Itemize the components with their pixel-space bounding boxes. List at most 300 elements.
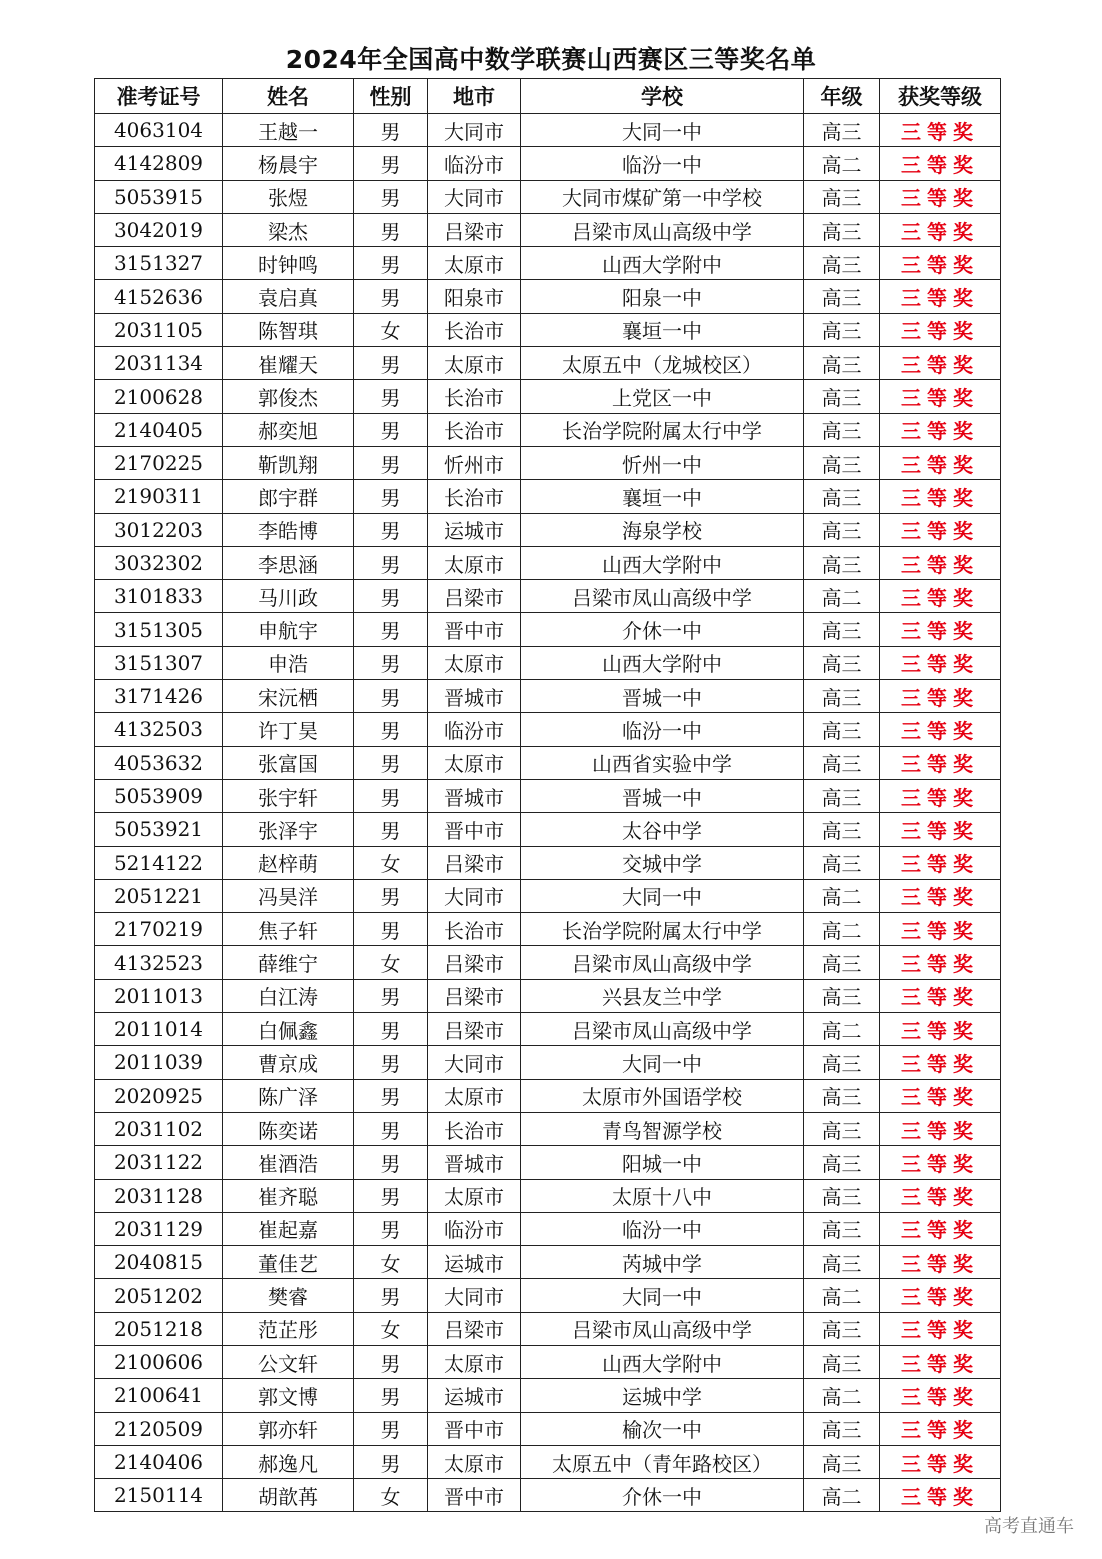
- grade-cell: 高三: [804, 613, 880, 646]
- table-row: [95, 313, 1001, 346]
- grade-cell: 高三: [804, 713, 880, 746]
- school-cell: 大同一中: [521, 1279, 804, 1312]
- school-cell: 临汾一中: [521, 713, 804, 746]
- gender-cell: 男: [354, 779, 428, 812]
- col-header-name: 姓名: [223, 79, 354, 114]
- award-level-cell: 三等奖: [880, 347, 1001, 380]
- col-header-city: 地市: [428, 79, 521, 114]
- grade-cell: 高三: [804, 646, 880, 679]
- exam-id-cell: 2150114: [95, 1479, 223, 1512]
- city-cell: 运城市: [428, 513, 521, 546]
- table-row: [95, 180, 1001, 213]
- grade-cell: 高三: [804, 1312, 880, 1345]
- grade-cell: 高三: [804, 746, 880, 779]
- exam-id-cell: 2170219: [95, 913, 223, 946]
- grade-cell: 高二: [804, 580, 880, 613]
- name-cell: 曹京成: [223, 1046, 354, 1079]
- school-cell: 大同一中: [521, 879, 804, 912]
- table-row: [95, 713, 1001, 746]
- award-level-cell: 三等奖: [880, 680, 1001, 713]
- school-cell: 长治学院附属太行中学: [521, 913, 804, 946]
- gender-cell: 男: [354, 213, 428, 246]
- gender-cell: 男: [354, 646, 428, 679]
- grade-cell: 高三: [804, 114, 880, 147]
- school-cell: 兴县友兰中学: [521, 979, 804, 1012]
- name-cell: 李思涵: [223, 546, 354, 579]
- gender-cell: 女: [354, 946, 428, 979]
- table-row: [95, 213, 1001, 246]
- gender-cell: 男: [354, 1445, 428, 1478]
- grade-cell: 高三: [804, 513, 880, 546]
- award-level-cell: 三等奖: [880, 1279, 1001, 1312]
- grade-cell: 高三: [804, 1179, 880, 1212]
- table-row: [95, 879, 1001, 912]
- name-cell: 崔起嘉: [223, 1212, 354, 1245]
- exam-id-cell: 2140405: [95, 413, 223, 446]
- city-cell: 临汾市: [428, 147, 521, 180]
- name-cell: 胡歆苒: [223, 1479, 354, 1512]
- exam-id-cell: 2031122: [95, 1146, 223, 1179]
- school-cell: 山西大学附中: [521, 546, 804, 579]
- school-cell: 吕梁市凤山高级中学: [521, 213, 804, 246]
- table-row: [95, 347, 1001, 380]
- city-cell: 太原市: [428, 1079, 521, 1112]
- city-cell: 吕梁市: [428, 1312, 521, 1345]
- award-level-cell: 三等奖: [880, 946, 1001, 979]
- gender-cell: 男: [354, 1279, 428, 1312]
- table-row: [95, 380, 1001, 413]
- grade-cell: 高二: [804, 1013, 880, 1046]
- gender-cell: 男: [354, 979, 428, 1012]
- city-cell: 大同市: [428, 114, 521, 147]
- table-row: [95, 1112, 1001, 1145]
- school-cell: 长治学院附属太行中学: [521, 413, 804, 446]
- city-cell: 运城市: [428, 1379, 521, 1412]
- exam-id-cell: 2190311: [95, 480, 223, 513]
- exam-id-cell: 2120509: [95, 1412, 223, 1445]
- exam-id-cell: 2100641: [95, 1379, 223, 1412]
- name-cell: 陈广泽: [223, 1079, 354, 1112]
- school-cell: 晋城一中: [521, 779, 804, 812]
- gender-cell: 男: [354, 347, 428, 380]
- exam-id-cell: 5053915: [95, 180, 223, 213]
- table-row: [95, 1445, 1001, 1478]
- table-row: [95, 1312, 1001, 1345]
- award-level-cell: 三等奖: [880, 846, 1001, 879]
- school-cell: 山西大学附中: [521, 247, 804, 280]
- award-level-cell: 三等奖: [880, 1412, 1001, 1445]
- gender-cell: 男: [354, 1412, 428, 1445]
- award-level-cell: 三等奖: [880, 879, 1001, 912]
- gender-cell: 男: [354, 879, 428, 912]
- grade-cell: 高三: [804, 680, 880, 713]
- name-cell: 陈奕诺: [223, 1112, 354, 1145]
- city-cell: 阳泉市: [428, 280, 521, 313]
- city-cell: 吕梁市: [428, 1013, 521, 1046]
- exam-id-cell: 2051221: [95, 879, 223, 912]
- exam-id-cell: 2011014: [95, 1013, 223, 1046]
- col-header-award-level: 获奖等级: [880, 79, 1001, 114]
- city-cell: 临汾市: [428, 1212, 521, 1245]
- award-level-cell: 三等奖: [880, 1046, 1001, 1079]
- table-row: [95, 1279, 1001, 1312]
- city-cell: 太原市: [428, 347, 521, 380]
- grade-cell: 高三: [804, 413, 880, 446]
- grade-cell: 高三: [804, 1079, 880, 1112]
- award-level-cell: 三等奖: [880, 546, 1001, 579]
- award-level-cell: 三等奖: [880, 1013, 1001, 1046]
- award-level-cell: 三等奖: [880, 147, 1001, 180]
- city-cell: 太原市: [428, 546, 521, 579]
- gender-cell: 女: [354, 1312, 428, 1345]
- gender-cell: 男: [354, 713, 428, 746]
- city-cell: 晋城市: [428, 1146, 521, 1179]
- exam-id-cell: 4152636: [95, 280, 223, 313]
- exam-id-cell: 2051202: [95, 1279, 223, 1312]
- name-cell: 张泽宇: [223, 813, 354, 846]
- exam-id-cell: 2011039: [95, 1046, 223, 1079]
- name-cell: 申航宇: [223, 613, 354, 646]
- school-cell: 太谷中学: [521, 813, 804, 846]
- school-cell: 青鸟智源学校: [521, 1112, 804, 1145]
- grade-cell: 高三: [804, 313, 880, 346]
- award-level-cell: 三等奖: [880, 1379, 1001, 1412]
- school-cell: 山西大学附中: [521, 646, 804, 679]
- name-cell: 董佳艺: [223, 1246, 354, 1279]
- gender-cell: 男: [354, 1379, 428, 1412]
- exam-id-cell: 2051218: [95, 1312, 223, 1345]
- grade-cell: 高三: [804, 846, 880, 879]
- city-cell: 吕梁市: [428, 580, 521, 613]
- gender-cell: 男: [354, 813, 428, 846]
- city-cell: 长治市: [428, 313, 521, 346]
- gender-cell: 男: [354, 746, 428, 779]
- table-row: [95, 413, 1001, 446]
- name-cell: 冯昊洋: [223, 879, 354, 912]
- city-cell: 晋中市: [428, 1479, 521, 1512]
- grade-cell: 高三: [804, 347, 880, 380]
- gender-cell: 男: [354, 114, 428, 147]
- table-row: [95, 913, 1001, 946]
- exam-id-cell: 4053632: [95, 746, 223, 779]
- exam-id-cell: 2031105: [95, 313, 223, 346]
- name-cell: 靳凯翔: [223, 446, 354, 479]
- name-cell: 袁启真: [223, 280, 354, 313]
- grade-cell: 高三: [804, 180, 880, 213]
- school-cell: 吕梁市凤山高级中学: [521, 1013, 804, 1046]
- table-row: [95, 247, 1001, 280]
- award-level-cell: 三等奖: [880, 779, 1001, 812]
- award-level-cell: 三等奖: [880, 1179, 1001, 1212]
- grade-cell: 高三: [804, 280, 880, 313]
- school-cell: 运城中学: [521, 1379, 804, 1412]
- city-cell: 太原市: [428, 1345, 521, 1378]
- award-level-cell: 三等奖: [880, 746, 1001, 779]
- name-cell: 公文轩: [223, 1345, 354, 1378]
- gender-cell: 男: [354, 1112, 428, 1145]
- table-row: [95, 1013, 1001, 1046]
- award-level-cell: 三等奖: [880, 247, 1001, 280]
- city-cell: 太原市: [428, 646, 521, 679]
- name-cell: 宋沅栖: [223, 680, 354, 713]
- name-cell: 申浩: [223, 646, 354, 679]
- exam-id-cell: 2031128: [95, 1179, 223, 1212]
- name-cell: 陈智琪: [223, 313, 354, 346]
- table-row: [95, 1479, 1001, 1512]
- city-cell: 运城市: [428, 1246, 521, 1279]
- exam-id-cell: 2031134: [95, 347, 223, 380]
- exam-id-cell: 2170225: [95, 446, 223, 479]
- city-cell: 长治市: [428, 480, 521, 513]
- city-cell: 太原市: [428, 1179, 521, 1212]
- city-cell: 吕梁市: [428, 946, 521, 979]
- name-cell: 崔齐聪: [223, 1179, 354, 1212]
- name-cell: 郭亦轩: [223, 1412, 354, 1445]
- name-cell: 时钟鸣: [223, 247, 354, 280]
- name-cell: 许丁昊: [223, 713, 354, 746]
- grade-cell: 高二: [804, 147, 880, 180]
- exam-id-cell: 4132503: [95, 713, 223, 746]
- gender-cell: 男: [354, 280, 428, 313]
- school-cell: 吕梁市凤山高级中学: [521, 580, 804, 613]
- exam-id-cell: 2100628: [95, 380, 223, 413]
- grade-cell: 高三: [804, 813, 880, 846]
- exam-id-cell: 2031102: [95, 1112, 223, 1145]
- school-cell: 阳城一中: [521, 1146, 804, 1179]
- table-row: [95, 846, 1001, 879]
- grade-cell: 高三: [804, 380, 880, 413]
- award-level-cell: 三等奖: [880, 1079, 1001, 1112]
- gender-cell: 男: [354, 180, 428, 213]
- gender-cell: 男: [354, 480, 428, 513]
- table-row: [95, 680, 1001, 713]
- name-cell: 张煜: [223, 180, 354, 213]
- school-cell: 晋城一中: [521, 680, 804, 713]
- grade-cell: 高三: [804, 1212, 880, 1245]
- table-row: [95, 513, 1001, 546]
- grade-cell: 高三: [804, 1412, 880, 1445]
- city-cell: 大同市: [428, 180, 521, 213]
- grade-cell: 高三: [804, 446, 880, 479]
- table-body: [95, 114, 1001, 1512]
- school-cell: 太原市外国语学校: [521, 1079, 804, 1112]
- name-cell: 李皓博: [223, 513, 354, 546]
- city-cell: 晋中市: [428, 813, 521, 846]
- name-cell: 张富国: [223, 746, 354, 779]
- award-level-cell: 三等奖: [880, 646, 1001, 679]
- school-cell: 海泉学校: [521, 513, 804, 546]
- exam-id-cell: 2011013: [95, 979, 223, 1012]
- grade-cell: 高三: [804, 247, 880, 280]
- header-row: [95, 79, 1001, 114]
- exam-id-cell: 3151327: [95, 247, 223, 280]
- award-level-cell: 三等奖: [880, 213, 1001, 246]
- table-row: [95, 1046, 1001, 1079]
- school-cell: 襄垣一中: [521, 313, 804, 346]
- table-row: [95, 646, 1001, 679]
- award-level-cell: 三等奖: [880, 1479, 1001, 1512]
- award-level-cell: 三等奖: [880, 313, 1001, 346]
- school-cell: 襄垣一中: [521, 480, 804, 513]
- city-cell: 大同市: [428, 1279, 521, 1312]
- exam-id-cell: 4142809: [95, 147, 223, 180]
- gender-cell: 男: [354, 1046, 428, 1079]
- name-cell: 范芷彤: [223, 1312, 354, 1345]
- table-row: [95, 1212, 1001, 1245]
- grade-cell: 高三: [804, 1146, 880, 1179]
- city-cell: 吕梁市: [428, 213, 521, 246]
- school-cell: 交城中学: [521, 846, 804, 879]
- award-level-cell: 三等奖: [880, 1246, 1001, 1279]
- table-row: [95, 746, 1001, 779]
- school-cell: 吕梁市凤山高级中学: [521, 946, 804, 979]
- school-cell: 介休一中: [521, 613, 804, 646]
- city-cell: 长治市: [428, 1112, 521, 1145]
- city-cell: 太原市: [428, 247, 521, 280]
- name-cell: 马川政: [223, 580, 354, 613]
- city-cell: 晋城市: [428, 680, 521, 713]
- col-header-exam-id: 准考证号: [95, 79, 223, 114]
- grade-cell: 高三: [804, 1046, 880, 1079]
- award-level-cell: 三等奖: [880, 446, 1001, 479]
- school-cell: 吕梁市凤山高级中学: [521, 1312, 804, 1345]
- award-level-cell: 三等奖: [880, 480, 1001, 513]
- gender-cell: 男: [354, 546, 428, 579]
- gender-cell: 男: [354, 913, 428, 946]
- gender-cell: 男: [354, 247, 428, 280]
- table-row: [95, 1246, 1001, 1279]
- school-cell: 临汾一中: [521, 1212, 804, 1245]
- city-cell: 晋中市: [428, 1412, 521, 1445]
- gender-cell: 女: [354, 1479, 428, 1512]
- name-cell: 焦子轩: [223, 913, 354, 946]
- school-cell: 大同一中: [521, 114, 804, 147]
- exam-id-cell: 3151305: [95, 613, 223, 646]
- award-level-cell: 三等奖: [880, 380, 1001, 413]
- grade-cell: 高二: [804, 1479, 880, 1512]
- exam-id-cell: 3032302: [95, 546, 223, 579]
- award-level-cell: 三等奖: [880, 813, 1001, 846]
- city-cell: 临汾市: [428, 713, 521, 746]
- exam-id-cell: 5053909: [95, 779, 223, 812]
- school-cell: 上党区一中: [521, 380, 804, 413]
- table-row: [95, 1079, 1001, 1112]
- award-table: [94, 78, 1001, 1512]
- grade-cell: 高三: [804, 213, 880, 246]
- city-cell: 忻州市: [428, 446, 521, 479]
- gender-cell: 男: [354, 1179, 428, 1212]
- grade-cell: 高三: [804, 979, 880, 1012]
- award-level-cell: 三等奖: [880, 180, 1001, 213]
- gender-cell: 男: [354, 580, 428, 613]
- city-cell: 长治市: [428, 413, 521, 446]
- city-cell: 晋城市: [428, 779, 521, 812]
- gender-cell: 男: [354, 613, 428, 646]
- table-row: [95, 580, 1001, 613]
- table-row: [95, 1379, 1001, 1412]
- exam-id-cell: 4132523: [95, 946, 223, 979]
- grade-cell: 高三: [804, 946, 880, 979]
- table-row: [95, 1146, 1001, 1179]
- school-cell: 大同市煤矿第一中学校: [521, 180, 804, 213]
- name-cell: 杨晨宇: [223, 147, 354, 180]
- name-cell: 郝逸凡: [223, 1445, 354, 1478]
- gender-cell: 男: [354, 1013, 428, 1046]
- award-level-cell: 三等奖: [880, 513, 1001, 546]
- grade-cell: 高二: [804, 1279, 880, 1312]
- gender-cell: 女: [354, 846, 428, 879]
- table-row: [95, 280, 1001, 313]
- name-cell: 郝奕旭: [223, 413, 354, 446]
- name-cell: 白江涛: [223, 979, 354, 1012]
- name-cell: 郭文博: [223, 1379, 354, 1412]
- school-cell: 介休一中: [521, 1479, 804, 1512]
- exam-id-cell: 3042019: [95, 213, 223, 246]
- gender-cell: 女: [354, 1246, 428, 1279]
- name-cell: 王越一: [223, 114, 354, 147]
- award-level-cell: 三等奖: [880, 413, 1001, 446]
- name-cell: 郭俊杰: [223, 380, 354, 413]
- award-level-cell: 三等奖: [880, 280, 1001, 313]
- gender-cell: 男: [354, 380, 428, 413]
- grade-cell: 高三: [804, 480, 880, 513]
- col-header-gender: 性别: [354, 79, 428, 114]
- school-cell: 阳泉一中: [521, 280, 804, 313]
- exam-id-cell: 3101833: [95, 580, 223, 613]
- table-row: [95, 613, 1001, 646]
- award-level-cell: 三等奖: [880, 1445, 1001, 1478]
- grade-cell: 高二: [804, 1379, 880, 1412]
- city-cell: 大同市: [428, 1046, 521, 1079]
- name-cell: 崔耀天: [223, 347, 354, 380]
- grade-cell: 高三: [804, 1345, 880, 1378]
- award-level-cell: 三等奖: [880, 1345, 1001, 1378]
- school-cell: 大同一中: [521, 1046, 804, 1079]
- exam-id-cell: 2020925: [95, 1079, 223, 1112]
- city-cell: 长治市: [428, 913, 521, 946]
- award-level-cell: 三等奖: [880, 1212, 1001, 1245]
- school-cell: 太原五中（青年路校区）: [521, 1445, 804, 1478]
- exam-id-cell: 2140406: [95, 1445, 223, 1478]
- col-header-grade: 年级: [804, 79, 880, 114]
- school-cell: 芮城中学: [521, 1246, 804, 1279]
- city-cell: 大同市: [428, 879, 521, 912]
- gender-cell: 男: [354, 1079, 428, 1112]
- watermark-label: 高考直通车: [984, 1516, 1074, 1537]
- gender-cell: 女: [354, 313, 428, 346]
- gender-cell: 男: [354, 446, 428, 479]
- school-cell: 山西大学附中: [521, 1345, 804, 1378]
- table-row: [95, 446, 1001, 479]
- gender-cell: 男: [354, 680, 428, 713]
- school-cell: 榆次一中: [521, 1412, 804, 1445]
- grade-cell: 高三: [804, 779, 880, 812]
- table-row: [95, 1412, 1001, 1445]
- name-cell: 白佩鑫: [223, 1013, 354, 1046]
- exam-id-cell: 5053921: [95, 813, 223, 846]
- award-level-cell: 三等奖: [880, 713, 1001, 746]
- award-level-cell: 三等奖: [880, 1312, 1001, 1345]
- gender-cell: 男: [354, 1212, 428, 1245]
- exam-id-cell: 3012203: [95, 513, 223, 546]
- gender-cell: 男: [354, 1146, 428, 1179]
- name-cell: 赵梓萌: [223, 846, 354, 879]
- grade-cell: 高三: [804, 1445, 880, 1478]
- school-cell: 忻州一中: [521, 446, 804, 479]
- table-row: [95, 946, 1001, 979]
- award-level-cell: 三等奖: [880, 1112, 1001, 1145]
- name-cell: 张宇轩: [223, 779, 354, 812]
